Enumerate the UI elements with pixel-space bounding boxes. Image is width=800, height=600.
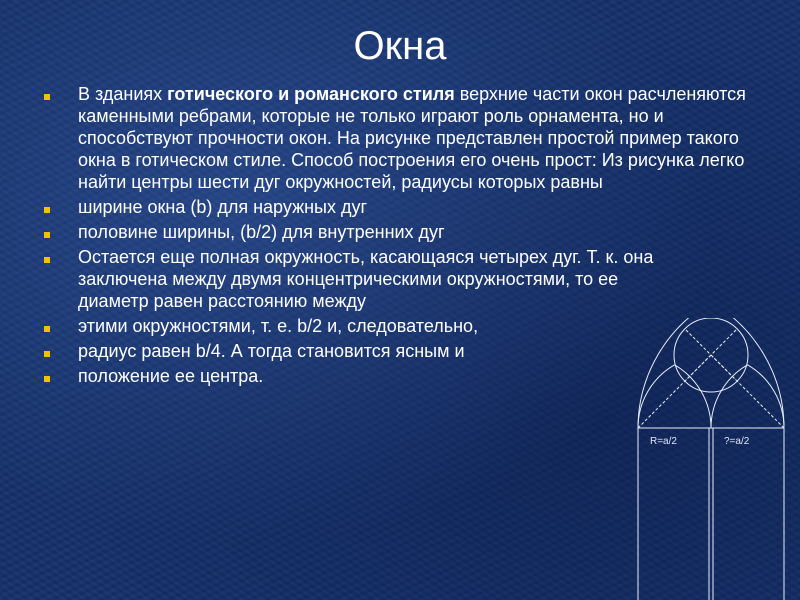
outer-arch-right [711, 318, 784, 428]
square-bullet-icon [44, 257, 50, 263]
inner-arch-right-b [748, 365, 785, 428]
bullet-item-full-circle [38, 246, 668, 312]
gothic-window-diagram [636, 318, 786, 600]
inner-arch-left-a [638, 365, 675, 428]
square-bullet-icon [44, 232, 50, 238]
bullet-text-part: радиус равен b/4. А тогда становится ясным и [78, 341, 465, 361]
bullet-item-outer-arcs [38, 196, 758, 218]
square-bullet-icon [44, 207, 50, 213]
bullet-text-part: Остается еще полная окружность, касающаяся четырех дуг. Т. к. она заключена между двумя концентрическими окружностями, то ее диаметр равен расстоянию между [78, 247, 654, 311]
bullet-text-part: половине ширины, (b/2) для внутренних дуг [78, 222, 445, 242]
bullet-item-intro [38, 83, 758, 193]
bullet-text-bold-part: готического и романского стиля [167, 84, 455, 104]
bullet-text-part: этими окружностями, т. е. b/2 и, следовательно, [78, 316, 479, 336]
bullet-text-part: В зданиях [78, 84, 168, 104]
bullet-item-inner-arcs [38, 221, 758, 243]
bullet-text-part: положение ее центра. [78, 366, 264, 386]
square-bullet-icon [44, 351, 50, 357]
bullet-text-part: верхние части окон расчленяются каменными ребрами, которые не только играют роль орнамента, но и способствуют прочности окон. На рисунке представлен простой пример такого окна в готическом стиле. Способ построения его очень прост: Из рисунка легко найти центры шести дуг окружностей, радиусы которых равны [78, 84, 746, 192]
bullet-text-part: ширине окна (b) для наружных дуг [78, 197, 368, 217]
outer-arch-left [638, 318, 711, 428]
dimension-label-right: ?=a/2 [724, 436, 750, 447]
square-bullet-icon [44, 94, 50, 100]
square-bullet-icon [44, 326, 50, 332]
dimension-label-left: R=a/2 [650, 436, 677, 447]
slide-title: Окна [353, 24, 447, 68]
square-bullet-icon [44, 376, 50, 382]
